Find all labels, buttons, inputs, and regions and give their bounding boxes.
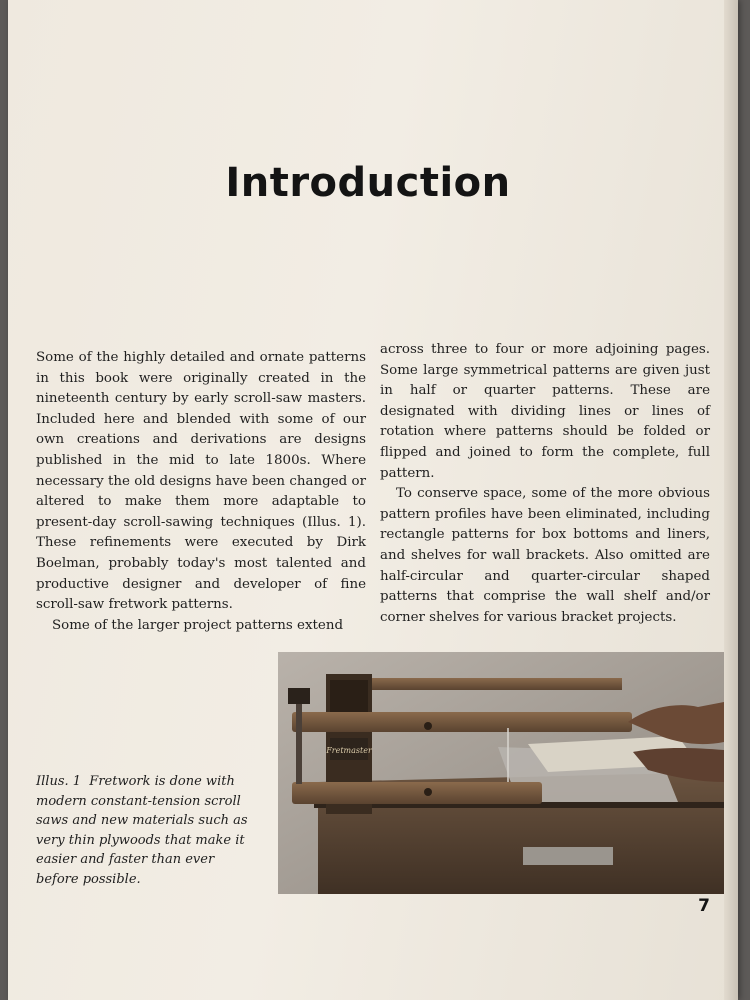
left-column	[36, 348, 366, 636]
figure-label: Illus. 1	[36, 774, 82, 789]
left-paragraph-1: Some of the highly detailed and ornate patterns in this book were originally created in the nineteenth century by early scroll-saw masters. Included here and blended with some of our own creations and derivations are designs published in the mid to late 1800s. Where necessary the old designs have been changed or altered to make them more adaptable to present-day scroll-sawing techniques (Illus. 1). These refinements were executed by Dirk Boelman, probably today's most talented and productive designer and developer of fine scroll-saw fretwork patterns.	[36, 350, 366, 613]
right-column	[380, 340, 710, 628]
figure-caption-text: Fretwork is done with modern constant-tension scroll saws and new materials such as very thin plywoods that make it easier and faster than ever before possible.	[36, 774, 248, 887]
left-paragraph-2: Some of the larger project patterns extend	[52, 617, 344, 633]
page-number: 7	[698, 896, 710, 916]
book-page	[8, 0, 738, 1000]
scroll-saw-illustration	[278, 652, 724, 894]
figure-caption	[36, 772, 256, 889]
right-paragraph-1: across three to four or more adjoining pages. Some large symmetrical patterns are given just in half or quarter patterns. These are designated with dividing lines or lines of rotation where patterns should be folded or flipped and joined to form the complete, full pattern.	[380, 342, 710, 481]
page-edge	[724, 0, 738, 1000]
page-title: Introduction	[225, 160, 511, 206]
right-paragraph-2: To conserve space, some of the more obvious pattern profiles have been eliminated, including rectangle patterns for box bottoms and liners, and shelves for wall brackets. Also omitted are half-circular and quarter-circular shaped patterns that comprise the wall shelf and/or corner shelves for various bracket projects.	[380, 486, 710, 625]
scroll-saw-photo	[278, 652, 724, 894]
saw-brand-label: Fretmaster	[326, 746, 372, 755]
